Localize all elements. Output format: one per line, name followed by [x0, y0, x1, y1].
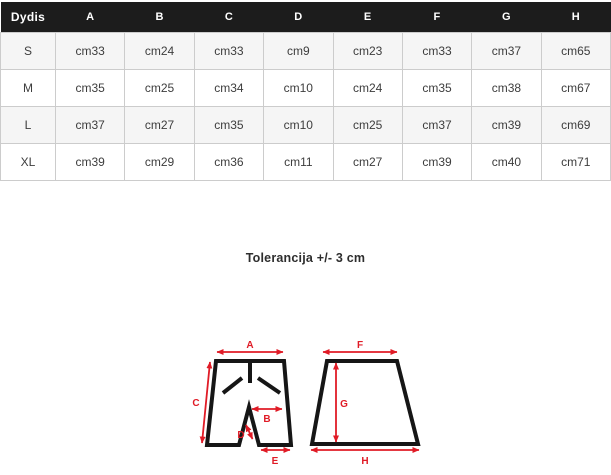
- value-cell: cm33: [56, 33, 125, 70]
- value-cell: cm37: [402, 107, 471, 144]
- value-cell: cm67: [541, 70, 610, 107]
- value-cell: cm29: [125, 144, 194, 181]
- value-cell: cm11: [264, 144, 333, 181]
- value-cell: cm33: [194, 33, 263, 70]
- value-cell: cm65: [541, 33, 610, 70]
- value-cell: cm38: [472, 70, 541, 107]
- arrow-d: [246, 425, 253, 439]
- value-cell: cm10: [264, 107, 333, 144]
- header-cell-g: G: [472, 2, 541, 33]
- value-cell: cm34: [194, 70, 263, 107]
- value-cell: cm25: [125, 70, 194, 107]
- value-cell: cm9: [264, 33, 333, 70]
- size-table-body: [1, 33, 611, 181]
- header-cell-h: H: [541, 2, 610, 33]
- label-d: D: [237, 430, 245, 441]
- value-cell: cm71: [541, 144, 610, 181]
- value-cell: cm10: [264, 70, 333, 107]
- label-b: B: [263, 414, 271, 425]
- header-cell-dydis: Dydis: [1, 2, 56, 33]
- value-cell: cm36: [194, 144, 263, 181]
- size-cell: L: [1, 107, 56, 144]
- value-cell: cm39: [472, 107, 541, 144]
- header-cell-d: D: [264, 2, 333, 33]
- label-g: G: [340, 399, 348, 410]
- value-cell: cm69: [541, 107, 610, 144]
- table-row-xl: [1, 144, 611, 181]
- header-cell-c: C: [194, 2, 263, 33]
- value-cell: cm37: [56, 107, 125, 144]
- label-h: H: [361, 456, 369, 467]
- value-cell: cm37: [472, 33, 541, 70]
- table-row-m: [1, 70, 611, 107]
- trapezoid-outline: [312, 361, 418, 444]
- size-cell: XL: [1, 144, 56, 181]
- value-cell: cm24: [125, 33, 194, 70]
- label-e: E: [271, 456, 279, 467]
- value-cell: cm39: [56, 144, 125, 181]
- measurement-diagram: [190, 334, 435, 474]
- value-cell: cm33: [402, 33, 471, 70]
- table-row-l: [1, 107, 611, 144]
- table-row-s: [1, 33, 611, 70]
- label-c: C: [192, 398, 200, 409]
- header-cell-b: B: [125, 2, 194, 33]
- value-cell: cm27: [125, 107, 194, 144]
- size-table-head-row: [1, 2, 611, 33]
- header-cell-e: E: [333, 2, 402, 33]
- tolerance-note: Tolerancija +/- 3 cm: [245, 251, 366, 265]
- header-cell-f: F: [402, 2, 471, 33]
- size-cell: M: [1, 70, 56, 107]
- value-cell: cm35: [194, 107, 263, 144]
- value-cell: cm27: [333, 144, 402, 181]
- label-f: F: [356, 340, 364, 351]
- value-cell: cm24: [333, 70, 402, 107]
- shorts-right-pocket-line: [258, 378, 280, 393]
- value-cell: cm35: [56, 70, 125, 107]
- size-cell: S: [1, 33, 56, 70]
- value-cell: cm39: [402, 144, 471, 181]
- header-cell-a: A: [56, 2, 125, 33]
- value-cell: cm23: [333, 33, 402, 70]
- value-cell: cm40: [472, 144, 541, 181]
- value-cell: cm25: [333, 107, 402, 144]
- size-table: [0, 2, 611, 181]
- size-table-head: [1, 2, 611, 33]
- label-a: A: [246, 340, 254, 351]
- shorts-left-pocket-line: [223, 378, 242, 393]
- value-cell: cm35: [402, 70, 471, 107]
